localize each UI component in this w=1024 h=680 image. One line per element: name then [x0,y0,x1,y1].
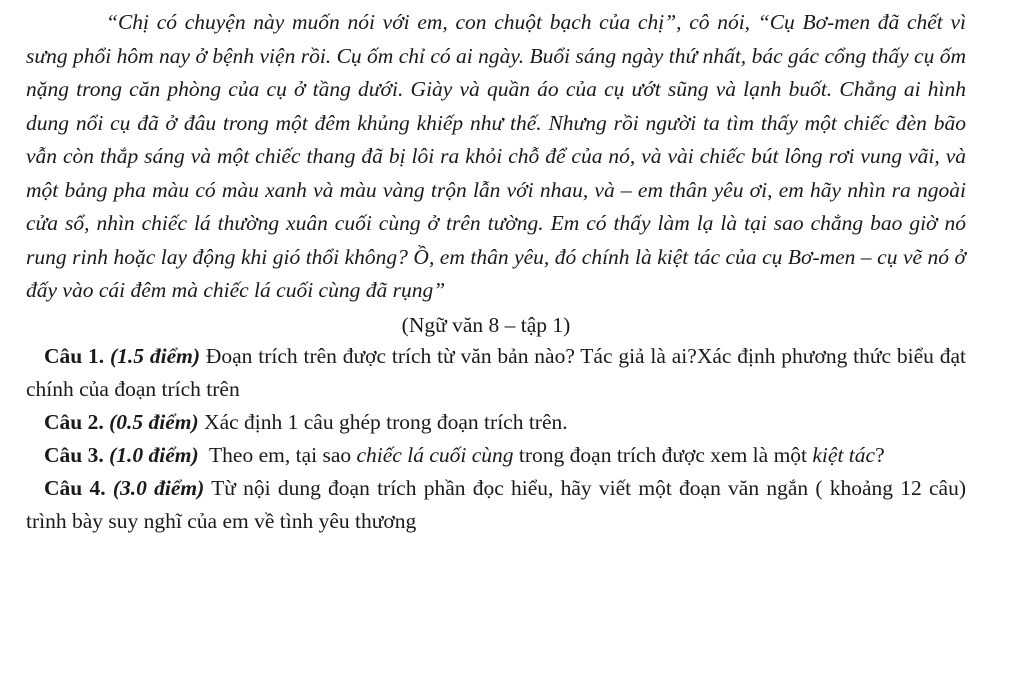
question-emphasis: chiếc lá cuối cùng [356,442,514,467]
question-3 [26,439,966,472]
question-text: Đoạn trích trên được trích từ văn bản nào? Tác giả là ai?Xác định phương thức biểu đạt chính của đoạn trích trên [26,343,967,401]
question-points: (3.0 điểm) [112,475,205,500]
question-text: Từ nội dung đoạn trích phần đọc hiểu, hãy viết một đoạn văn ngắn ( khoảng 12 câu) trình bày suy nghĩ của em về tình yêu thương [26,475,966,533]
question-text: Theo em, tại sao [198,442,357,467]
question-4 [26,472,966,538]
document-page [26,6,966,538]
question-points: (1.0 điểm) [109,442,199,467]
passage-source: (Ngữ văn 8 – tập 1) [401,312,571,337]
question-text: Xác định 1 câu ghép trong đoạn trích trên. [198,409,568,434]
question-label: Câu 2. [44,409,104,434]
question-emphasis: kiệt tác [812,442,876,467]
question-points: (1.5 điểm) [110,343,201,368]
question-text: ? [875,442,885,467]
question-1 [26,340,966,406]
question-2 [26,406,966,439]
question-label: Câu 1. [44,343,105,368]
question-points: (0.5 điểm) [109,409,199,434]
question-label: Câu 4. [44,475,106,500]
question-text: trong đoạn trích được xem là một [513,442,813,467]
reading-passage: “Chị có chuyện này muốn nói với em, con chuột bạch của chị”, cô nói, “Cụ Bơ-men đã chết vì sưng phổi hôm nay ở bệnh viện rồi. Cụ ốm chỉ có ai ngày. Buổi sáng ngày thứ nhất, bác gác cổng thấy cụ ốm nặng trong căn phòng của cụ ở tầng dưới. Giày và quần áo của cụ ướt sũng và lạnh buốt. Chẳng ai hình dung nổi cụ đã ở đâu trong một đêm khủng khiếp như thế. Nhưng rồi người ta tìm thấy một chiếc đèn bão vẫn còn thắp sáng và một chiếc thang đã bị lôi ra khỏi chỗ để của nó, và vài chiếc bút lông rơi vung vãi, và một bảng pha màu có màu xanh và màu vàng trộn lẫn với nhau, và – em thân yêu ơi, em hãy nhìn ra ngoài cửa sổ, nhìn chiếc lá thường xuân cuối cùng ở trên tường. Em có thấy làm lạ là tại sao chẳng bao giờ nó rung rinh hoặc lay động khi gió thổi không? Ồ, em thân yêu, đó chính là kiệt tác của cụ Bơ-men – cụ vẽ nó ở đấy vào cái đêm mà chiếc lá cuối cùng đã rụng” [26,10,966,302]
question-label: Câu 3. [44,442,104,467]
